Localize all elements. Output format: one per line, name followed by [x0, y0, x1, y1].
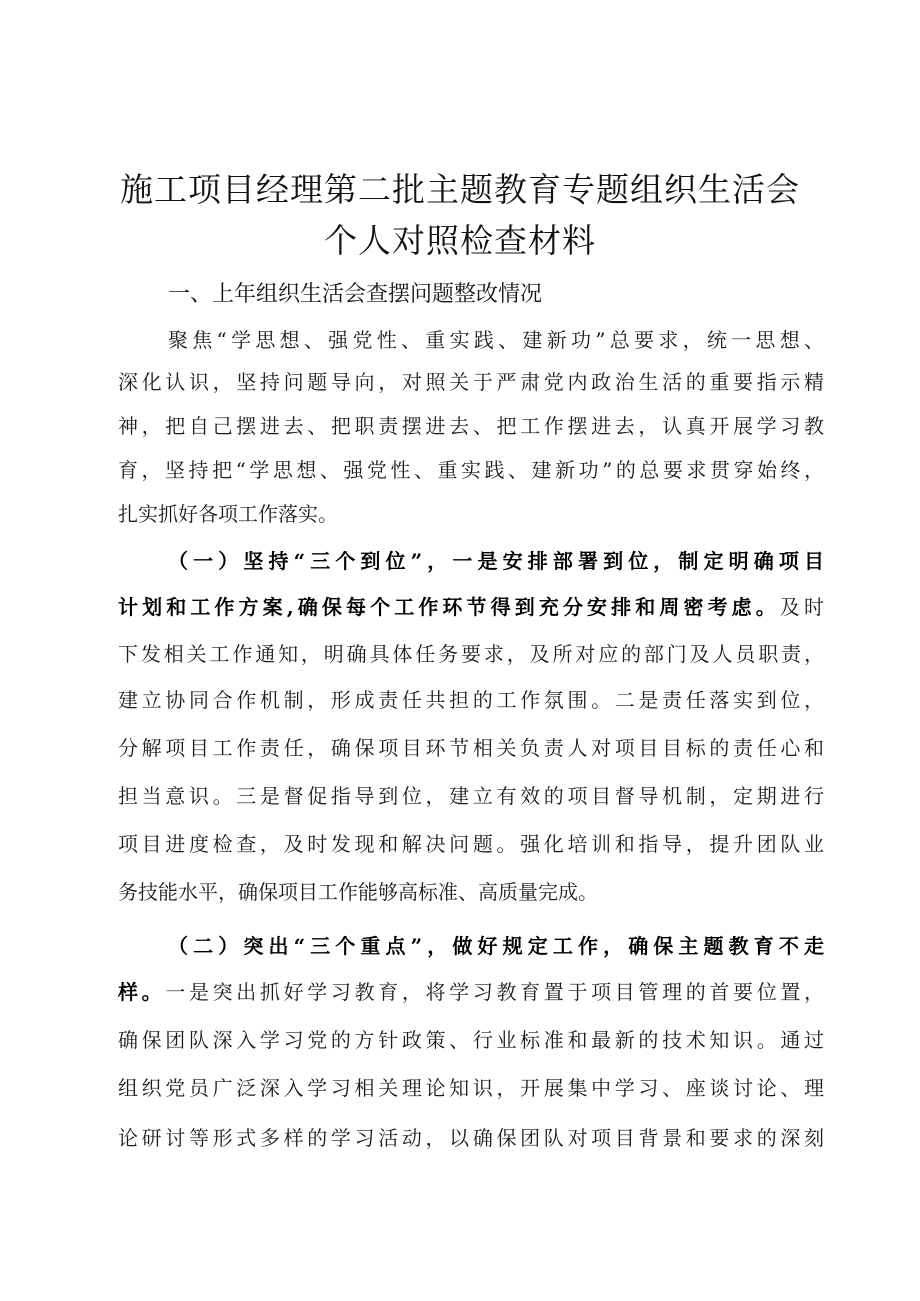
paragraph-3-line-5: 论研讨等形式多样的学习活动，以确保团队对项目背景和要求的深刻 — [118, 1126, 824, 1150]
paragraph-2-line-2-normal: 及时 — [779, 595, 824, 619]
paragraph-2-line-2-bold: 计划和工作方案,确保每个工作环节得到充分安排和周密考虑。 — [118, 595, 780, 619]
section-heading: 一、上年组织生活会查摆问题整改情况 — [168, 282, 543, 307]
paragraph-3-line-1: （二）突出“三个重点”，做好规定工作，确保主题教育不走 — [168, 934, 824, 958]
paragraph-2-line-7: 项目进度检查，及时发现和解决问题。强化培训和指导，提升团队业 — [118, 832, 824, 856]
paragraph-3-line-2 — [118, 978, 824, 1006]
paragraph-2-line-5: 分解项目工作责任，确保项目环节相关负责人对项目目标的责任心和 — [118, 736, 824, 760]
paragraph-2-line-4: 建立协同合作机制，形成责任共担的工作氛围。二是责任落实到位， — [118, 688, 824, 712]
paragraph-3-line-2-normal: 一是突出抓好学习教育，将学习教育置于项目管理的首要位置， — [165, 980, 825, 1004]
paragraph-1-line-5: 扎实抓好各项工作落实。 — [118, 502, 338, 526]
document-title-line-1: 施工项目经理第二批主题教育专题组织生活会 — [120, 170, 800, 209]
paragraph-2-line-8: 务技能水平，确保项目工作能够高标准、高质量完成。 — [118, 880, 598, 904]
paragraph-1-line-2: 深化认识，坚持问题导向，对照关于严肃党内政治生活的重要指示精 — [118, 370, 824, 394]
document-title-line-2: 个人对照检查材料 — [324, 221, 596, 260]
paragraph-2-line-1: （一）坚持“三个到位”，一是安排部署到位，制定明确项目 — [168, 549, 824, 573]
paragraph-1-line-3: 神，把自己摆进去、把职责摆进去、把工作摆进去，认真开展学习教 — [118, 414, 824, 438]
paragraph-1-line-4: 育，坚持把“学思想、强党性、重实践、建新功”的总要求贯穿始终， — [118, 458, 824, 482]
paragraph-2-line-2 — [118, 593, 824, 621]
paragraph-1-line-1: 聚焦“学思想、强党性、重实践、建新功”总要求，统一思想、 — [168, 328, 824, 352]
paragraph-3-line-3: 确保团队深入学习党的方针政策、行业标准和最新的技术知识。通过 — [118, 1028, 824, 1052]
paragraph-2-line-6: 担当意识。三是督促指导到位，建立有效的项目督导机制，定期进行 — [118, 784, 824, 808]
paragraph-3-line-4: 组织党员广泛深入学习相关理论知识，开展集中学习、座谈讨论、理 — [118, 1076, 824, 1100]
paragraph-2-line-3: 下发相关工作通知，明确具体任务要求，及所对应的部门及人员职责， — [118, 642, 824, 666]
paragraph-3-line-2-bold: 样。 — [118, 980, 166, 1004]
